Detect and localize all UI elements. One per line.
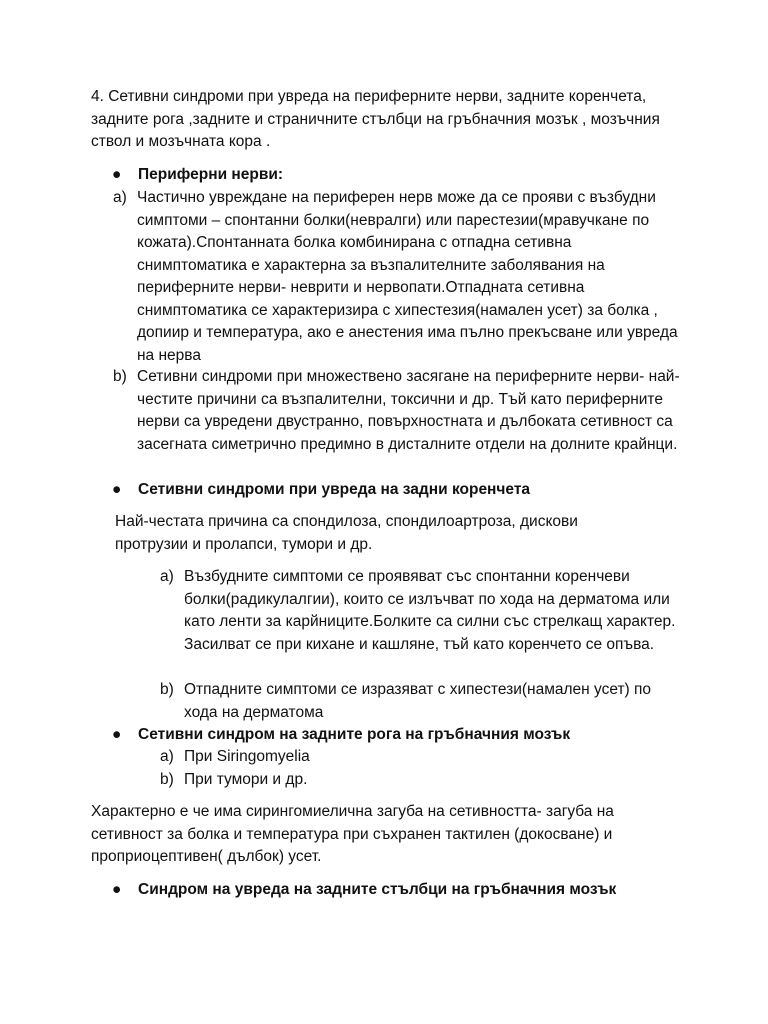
bullet-icon: ●	[112, 481, 122, 498]
list-marker: b)	[113, 368, 127, 385]
list-item-text: Отпадните симптоми се изразяват с хипестези(намален усет) по хода на дерматома	[184, 681, 652, 721]
bullet-icon: ●	[112, 881, 122, 898]
list-item-text: Възбудните симптоми се проявяват със спонтанни коренчеви болки(радикулалгии), които се излъчват по хода на дерматома или като ленти за карйниците.Болките са силни със стрелкащ характер. Засилват се при кихане и кашляне, тъй като коренчето се опъва.	[184, 568, 676, 653]
intro-paragraph: 4. Сетивни синдроми при увреда на периферните нерви, задните коренчета, задните рога ,задните и страничните стълбци на гръбначния мозък , мозъчния ствол и мозъчната кора .	[91, 88, 660, 150]
list-item-text: При Siringomyelia	[184, 748, 310, 765]
list-marker: b)	[160, 681, 174, 698]
bullet-icon: ●	[112, 166, 122, 183]
section-title: Сетивни синдром на задните рога на гръбначния мозък	[138, 726, 571, 743]
list-item-text: Частично увреждане на периферен нерв може да се прояви с възбудни симптоми – спонтанни болки(невралги) или парестезии(мравучкане по кожата).Спонтанната болка комбинирана с отпадна сетивна снимптоматика е характерна за възпалителните заболявания на периферните нерви- неврити и нервопати.Отпадната сетивна снимптоматика се характеризира с хипестезия(намален усет) за болка , допиир и температура, ако е анестения има пълно прекъсване или увреда на нерва	[137, 189, 678, 364]
list-item-text: Сетивни синдроми при множествено засягане на периферните нерви- най-честите причини са възпалителни, токсични и др. Тъй като периферните нерви са увредени двустранно, повърхностната и дълбоката сетивност са засегната симетрично предимно в дисталните отдели на долните крайнци.	[137, 368, 680, 453]
section-title: Синдром на увреда на задните стълбци на гръбначния мозък	[138, 881, 617, 898]
list-marker: b)	[160, 771, 174, 788]
list-marker: a)	[160, 568, 174, 585]
roots-cause-paragraph: Най-честата причина са спондилоза, спондилоартроза, дискови протрузии и пролапси, тумори и др.	[115, 513, 578, 553]
syringomyelia-paragraph: Характерно е че има сирингомиелична загуба на сетивността- загуба на сетивност за болка и температура при съхранен тактилен (докосване) и проприоцептивен( дълбок) усет.	[91, 803, 614, 865]
section-title: Сетивни синдроми при увреда на задни коренчета	[138, 481, 531, 498]
list-marker: a)	[113, 189, 127, 206]
list-marker: a)	[160, 748, 174, 765]
section-title: Периферни нерви:	[138, 166, 284, 183]
list-item-text: При тумори и др.	[184, 771, 308, 788]
bullet-icon: ●	[112, 726, 122, 743]
